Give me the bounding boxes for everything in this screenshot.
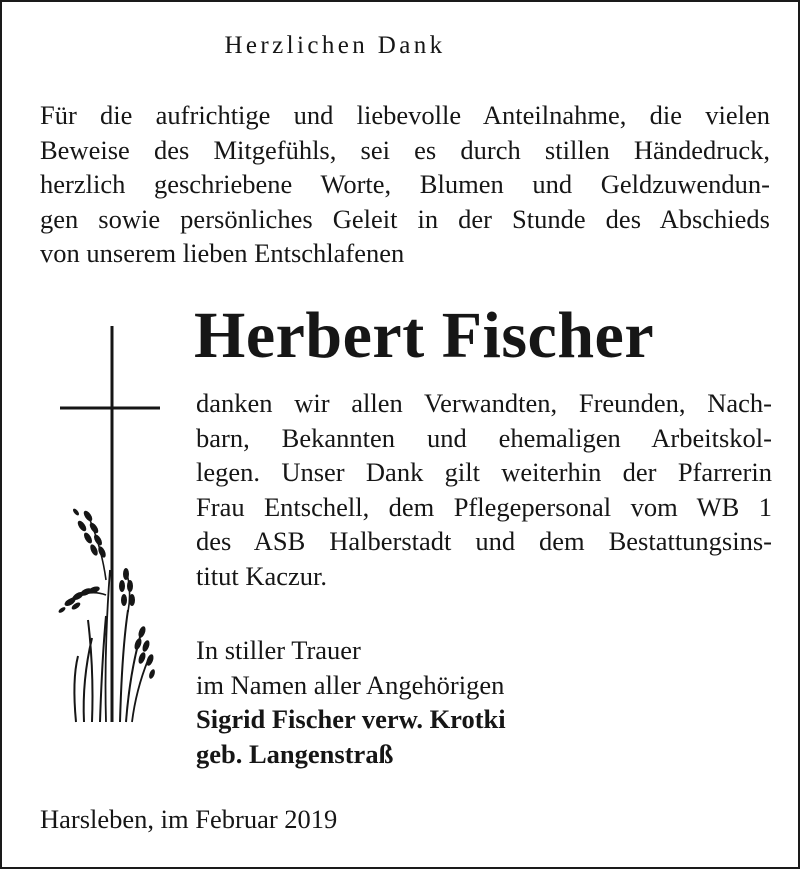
thanks-line: danken wir allen Verwandten, Freunden, Nach- — [196, 388, 772, 418]
deceased-name: Herbert Fischer — [194, 299, 655, 372]
intro-line: gen sowie persönliches Geleit in der Stunde des Abschieds — [40, 203, 770, 234]
intro-paragraph — [40, 98, 770, 271]
thanks-line: titut Kaczur. — [196, 560, 327, 591]
intro-line: Beweise des Mitgefühls, sei es durch stillen Händedruck, — [40, 134, 770, 165]
notice-heading: Herzlichen Dank — [224, 32, 446, 59]
place-date: Harsleben, im Februar 2019 — [40, 804, 338, 834]
mourner-birth-name: geb. Langenstraß — [196, 738, 394, 769]
thanks-line: barn, Bekannten und ehemaligen Arbeitskol- — [196, 422, 772, 453]
signature-block — [196, 633, 506, 771]
thanks-line: legen. Unser Dank gilt weiterhin der Pfarrerin — [196, 457, 772, 487]
intro-line: herzlich geschriebene Worte, Blumen und Geldzuwendun- — [40, 169, 770, 199]
intro-line: von unserem lieben Entschlafenen — [40, 238, 405, 268]
intro-line: Für die aufrichtige und liebevolle Anteilnahme, die vielen — [40, 100, 770, 130]
mourner-name: Sigrid Fischer verw. Krotki — [196, 704, 506, 734]
cross-with-wheat-icon — [32, 320, 172, 730]
thanks-line: des ASB Halberstadt und dem Bestattungsins- — [196, 526, 772, 556]
signature-line: In stiller Trauer — [196, 635, 361, 665]
signature-line: im Namen aller Angehörigen — [196, 669, 505, 700]
thanks-paragraph — [196, 386, 772, 593]
thanks-line: Frau Entschell, dem Pflegepersonal vom WB 1 — [196, 491, 772, 522]
